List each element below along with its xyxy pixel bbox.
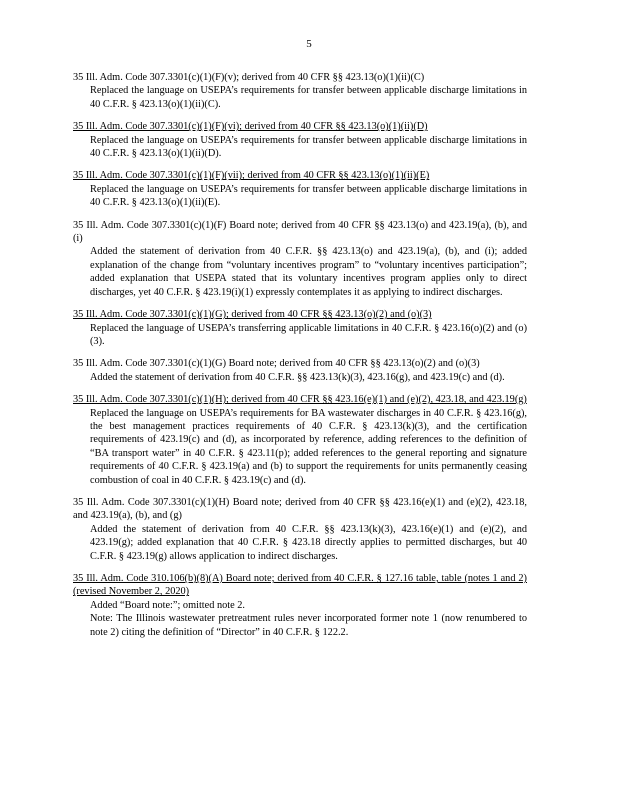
derivation-entry bbox=[73, 219, 527, 299]
entry-citation: 35 Ill. Adm. Code 307.3301(c)(1)(G); derived from 40 CFR §§ 423.13(o)(2) and (o)(3) bbox=[73, 309, 432, 321]
entry-explanation: Added “Board note:”; omitted note 2. bbox=[90, 599, 245, 611]
entry-citation: 35 Ill. Adm. Code 307.3301(c)(1)(F) Board note; derived from 40 CFR §§ 423.13(o) and 423.19(a), (b), and (i) bbox=[73, 219, 527, 245]
entry-citation: 35 Ill. Adm. Code 307.3301(c)(1)(F)(vi); derived from 40 CFR §§ 423.13(o)(1)(ii)(D) bbox=[73, 121, 428, 133]
entry-explanation: Added the statement of derivation from 40 C.F.R. §§ 423.13(o) and 423.19(a), (b), and (i); added explanation of the change from “voluntary incentives program” to “voluntary incentives participation”; added explanation that USEPA stated that its voluntary incentives program applies only to direct discharges, yet 40 C.F.R. § 423.19(i)(1) expressly contemplates it as applying to indirect discharges. bbox=[90, 246, 527, 298]
derivation-entry bbox=[73, 169, 527, 209]
entry-citation: 35 Ill. Adm. Code 307.3301(c)(1)(F)(v); derived from 40 CFR §§ 423.13(o)(1)(ii)(C) bbox=[73, 72, 425, 83]
derivation-entry bbox=[73, 308, 527, 348]
entry-citation: 35 Ill. Adm. Code 307.3301(c)(1)(H) Board note; derived from 40 CFR §§ 423.16(e)(1) and (e)(2), 423.18, and 423.19(a), (b), and (g) bbox=[73, 496, 527, 522]
derivation-entry bbox=[73, 496, 527, 563]
derivation-entry bbox=[73, 393, 527, 487]
entry-explanation: Added the statement of derivation from 40 C.F.R. §§ 423.13(k)(3), 423.16(e)(1) and (e)(2), and 423.19(g); added explanation that 40 C.F.R. § 423.18 directly applies to permitted discharges, but 40 C.F.R. § 423.19(g) allows application to indirect discharges. bbox=[90, 523, 527, 562]
entry-citation: 35 Ill. Adm. Code 307.3301(c)(1)(H); derived from 40 CFR §§ 423.16(e)(1) and (e)(2), 423.18, and 423.19(g) bbox=[73, 394, 527, 406]
entry-explanation: Replaced the language on USEPA’s requirements for transfer between applicable discharge limitations in 40 C.F.R. § 423.13(o)(1)(ii)(C). bbox=[90, 85, 527, 110]
entry-explanation: Replaced the language on USEPA’s requirements for transfer between applicable discharge limitations in 40 C.F.R. § 423.13(o)(1)(ii)(E). bbox=[90, 183, 527, 209]
entries-list bbox=[73, 71, 527, 648]
entry-explanation: Replaced the language on USEPA’s requirements for transfer between applicable discharge limitations in 40 C.F.R. § 423.13(o)(1)(ii)(D). bbox=[90, 134, 527, 160]
page-number: 5 bbox=[306, 38, 312, 50]
entry-explanation: Replaced the language on USEPA’s requirements for BA wastewater discharges in 40 C.F.R. § 423.16(g), the best management practices requirements of 40 C.F.R. § 423.13(k)(3), and the certification requirements of 423.19(c) and (d), as incorporated by reference, adding references to the definition of “BA transport water” in 40 C.F.R. § 423.11(p); added references to the general reporting and signature requirements of 40 C.F.R. § 423.19(a) and (b) to support the requirements for units permanently ceasing combustion of coal in 40 C.F.R. § 423.19(c) and (d). bbox=[90, 407, 527, 486]
entry-explanation: Added the statement of derivation from 40 C.F.R. §§ 423.13(k)(3), 423.16(g), and 423.19(c) and (d). bbox=[90, 371, 505, 383]
entry-citation: 35 Ill. Adm. Code 307.3301(c)(1)(F)(vii); derived from 40 CFR §§ 423.13(o)(1)(ii)(E) bbox=[73, 170, 430, 182]
entry-explanation: Note: The Illinois wastewater pretreatment rules never incorporated former note 1 (now renumbered to note 2) citing the definition of “Director” in 40 C.F.R. § 122.2. bbox=[90, 613, 527, 638]
derivation-entry bbox=[73, 572, 527, 639]
derivation-entry bbox=[73, 120, 527, 160]
derivation-entry bbox=[73, 71, 527, 111]
entry-explanation: Replaced the language of USEPA’s transferring applicable limitations in 40 C.F.R. § 423.16(o)(2) and (o)(3). bbox=[90, 322, 527, 347]
entry-citation: 35 Ill. Adm. Code 310.106(b)(8)(A) Board note; derived from 40 C.F.R. § 127.16 table, table (notes 1 and 2) (revised November 2, 2020) bbox=[73, 573, 527, 598]
derivation-entry bbox=[73, 357, 527, 384]
entry-citation: 35 Ill. Adm. Code 307.3301(c)(1)(G) Board note; derived from 40 CFR §§ 423.13(o)(2) and (o)(3) bbox=[73, 358, 480, 370]
